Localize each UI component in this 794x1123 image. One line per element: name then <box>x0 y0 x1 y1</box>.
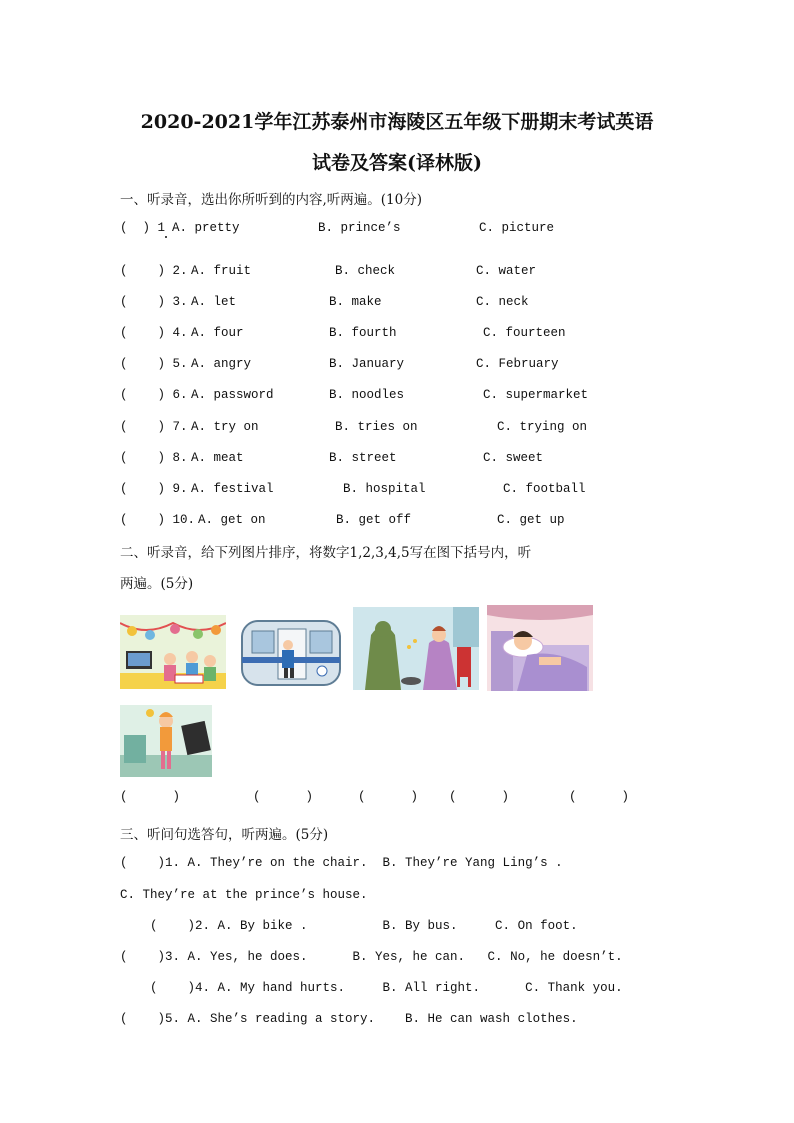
option-b: B. fourth <box>329 326 397 340</box>
option-a: A. fruit <box>191 264 252 278</box>
title-line-2: 试卷及答案(译林版) <box>312 152 482 174</box>
option-b: B. January <box>329 357 405 371</box>
picture-4-blank[interactable]: ( ) <box>449 790 510 804</box>
option-c: C. neck <box>476 295 529 309</box>
fairy-tale-picture <box>353 607 479 690</box>
option-a: A. four <box>191 326 244 340</box>
option-c: C. trying on <box>497 420 588 434</box>
option-a: A. angry <box>191 357 252 371</box>
question-number: ( ) 10. <box>120 513 196 527</box>
option-c: C. February <box>476 357 559 371</box>
option-c: C. fourteen <box>483 326 566 340</box>
question-number: ( ) 2. <box>120 264 188 278</box>
option-c: C. water <box>476 264 537 278</box>
question-number: ( ) 6. <box>120 388 188 402</box>
section-2-heading-line-1: 二、听录音，给下列图片排序，将数字1,2,3,4,5写在图下括号内，听 <box>120 545 532 561</box>
option-b: B. tries on <box>335 420 418 434</box>
question-3-3: ( )3. A. Yes, he does. B. Yes, he can. C. No, he doesn’t. <box>120 950 623 964</box>
option-b: B. street <box>329 451 397 465</box>
picture-2-blank[interactable]: ( ) <box>253 790 314 804</box>
option-c: C. picture <box>479 221 555 235</box>
question-number: ( ) 1 <box>120 221 166 235</box>
option-b: B. check <box>335 264 396 278</box>
train-picture <box>238 615 344 690</box>
option-c: C. get up <box>497 513 565 527</box>
question-number: ( ) 3. <box>120 295 188 309</box>
option-c: C. sweet <box>483 451 544 465</box>
option-a: A. festival <box>191 482 274 496</box>
option-a: A. let <box>191 295 237 309</box>
question-number: ( ) 5. <box>120 357 188 371</box>
question-number: ( ) 7. <box>120 420 188 434</box>
option-a: A. meat <box>191 451 244 465</box>
section-3-heading: 三、听问句选答句，听两遍。(5分) <box>120 827 329 843</box>
question-number: ( ) 8. <box>120 451 188 465</box>
question-3-1-option-c: C. They’re at the prince’s house. <box>120 888 368 902</box>
question-number: ( ) 4. <box>120 326 188 340</box>
title-line-1: 2020-2021学年江苏泰州市海陵区五年级下册期末考试英语 <box>140 111 654 133</box>
question-3-1: ( )1. A. They’re on the chair. B. They’re Yang Ling’s . <box>120 856 563 870</box>
option-b: B. hospital <box>343 482 426 496</box>
option-a: A. pretty <box>172 221 240 235</box>
question-3-5: ( )5. A. She’s reading a story. B. He can wash clothes. <box>120 1012 578 1026</box>
question-number: ( ) 9. <box>120 482 188 496</box>
option-c: C. football <box>503 482 586 496</box>
stray-dot <box>165 236 167 238</box>
option-a: A. try on <box>191 420 259 434</box>
picture-3-blank[interactable]: ( ) <box>358 790 419 804</box>
picture-5-blank[interactable]: ( ) <box>569 790 630 804</box>
option-a: A. get on <box>198 513 266 527</box>
party-picture <box>120 615 226 689</box>
section-2-heading-line-2: 两遍。(5分) <box>120 576 194 592</box>
question-3-4: ( )4. A. My hand hurts. B. All right. C. Thank you. <box>120 981 623 995</box>
option-b: B. get off <box>336 513 412 527</box>
option-c: C. supermarket <box>483 388 589 402</box>
option-b: B. prince’s <box>318 221 401 235</box>
option-b: B. noodles <box>329 388 405 402</box>
question-3-2: ( )2. A. By bike . B. By bus. C. On foot. <box>120 919 578 933</box>
option-b: B. make <box>329 295 382 309</box>
sick-in-bed-picture <box>487 605 593 691</box>
watching-tv-picture <box>120 705 212 777</box>
picture-1-blank[interactable]: ( ) <box>120 790 181 804</box>
option-a: A. password <box>191 388 274 402</box>
section-1-heading: 一、听录音，选出你所听到的内容,听两遍。(10分) <box>120 192 423 208</box>
